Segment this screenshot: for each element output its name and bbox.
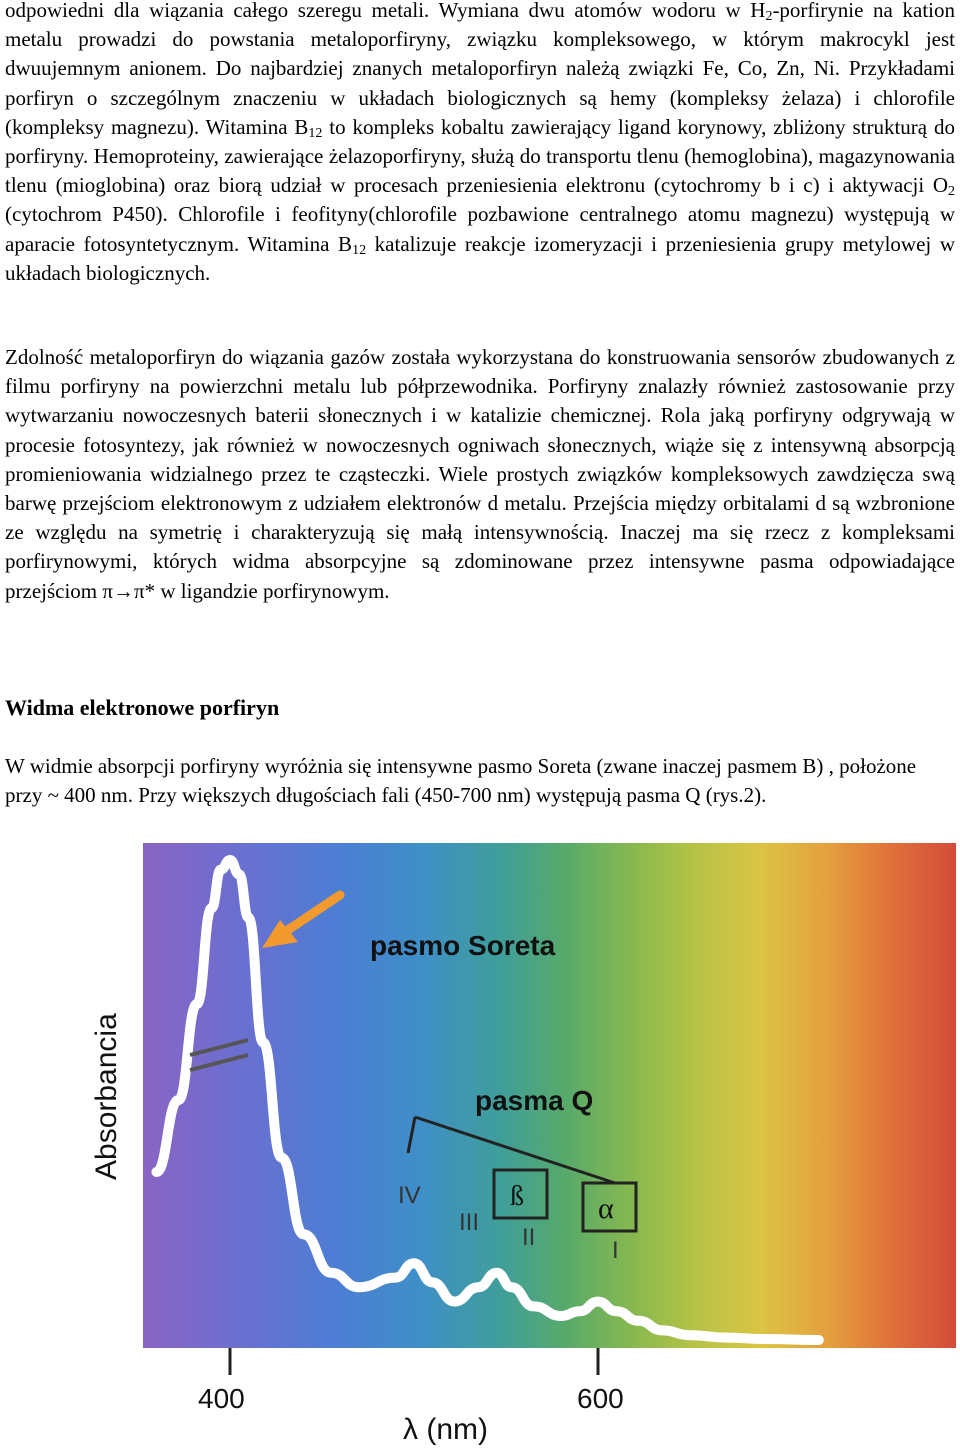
x-tick-label-400: 400 bbox=[198, 1383, 245, 1414]
absorption-spectrum-figure bbox=[0, 840, 960, 1448]
subscript-2: 2 bbox=[765, 9, 773, 24]
band-label-II: II bbox=[522, 1224, 536, 1251]
x-tick-label-600: 600 bbox=[577, 1383, 624, 1414]
soret-label: pasmo Soreta bbox=[370, 930, 556, 961]
subscript-12b: 12 bbox=[352, 242, 367, 258]
alpha-label: α bbox=[598, 1192, 614, 1225]
band-label-IV: IV bbox=[398, 1182, 421, 1209]
p1-text-3: to kompleks kobaltu zawierający ligand korynowy, zbliżony strukturą do porfiryny. Hemoproteiny, zawierające żelazoporfiryny, służą do transportu tlenu (hemoglobina), magazynowania tlenu (mioglobina) oraz biorą udział w procesach przeniesienia elektronu (cytochromy b i c) i aktywacji O bbox=[5, 114, 955, 198]
spectrum-chart bbox=[0, 840, 960, 1448]
paragraph-spectra: W widmie absorpcji porfiryny wyróżnia się intensywne pasmo Soreta (zwane inaczej pasmem B) , położone przy ~ 400 nm. Przy większych długościach fali (450-700 nm) występują pasma Q (rys.2). bbox=[5, 754, 917, 808]
beta-label: ß bbox=[510, 1181, 524, 1212]
p1-text-4: (cytochrom P450). Chlorofile i feofityny(chlorofile pozbawione centralnego atomu magnezu) występują w aparacie fotosyntetycznym. Witamina B bbox=[5, 202, 955, 256]
paragraph-applications: Zdolność metaloporfiryn do wiązania gazów została wykorzystana do konstruowania sensorów zbudowanych z filmu porfiryny na powierzchni metalu lub półprzewodnika. Porfiryny znalazły również zastosowanie przy wytwarzaniu nowoczesnych baterii słonecznych i w katalizie chemicznej. Rola jaką porfiryny odgrywają w procesie fotosyntezy, jak również w nowoczesnych ogniwach słonecznych, wiąże się z intensywną absorpcją promieniowania widzialnego przez te cząsteczki. Wiele prostych związków kompleksowych zawdzięcza swą barwę przejściom elektronowym z udziałem elektronów d metalu. Przejścia między orbitalami d są wzbronione ze względu na symetrię i charakteryzują się małą intensywnością. Inaczej ma się rzecz z kompleksami porfirynowymi, których widma absorpcyjne są zdominowane przez intensywne pasma odpowiadające przejściom π→π* w ligandzie porfirynowym. bbox=[5, 345, 955, 603]
band-label-I: I bbox=[612, 1237, 619, 1264]
p1-text-5: katalizuje reakcje izomeryzacji i przeniesienia grupy metylowej w układach biologicznych. bbox=[5, 231, 956, 285]
section-heading: Widma elektronowe porfiryn bbox=[5, 695, 280, 720]
subscript-2b: 2 bbox=[948, 184, 955, 200]
band-label-III: III bbox=[459, 1209, 480, 1236]
subscript-12: 12 bbox=[308, 125, 323, 141]
x-axis-label: λ (nm) bbox=[403, 1413, 488, 1446]
paragraph-porphyrin-metals bbox=[5, 0, 955, 288]
p1-text-1: odpowiedni dla wiązania całego szeregu metali. Wymiana dwu atomów wodoru w H bbox=[5, 0, 766, 22]
q-bands-label: pasma Q bbox=[475, 1085, 594, 1116]
y-axis-label: Absorbancia bbox=[90, 1013, 123, 1180]
p1-text-2: -porfirynie na kation metalu prowadzi do powstania metaloporfiryny, związku kompleksowego, w którym makrocykl jest dwuujemnym anionem. Do najbardziej znanych metaloporfiryn należą związki Fe, Co, Zn, Ni. Przykładami porfiryn o szczególnym znaczeniu w układach biologicznych są hemy (kompleksy żelaza) i chlorofile (kompleksy magnezu). Witamina B bbox=[5, 0, 955, 139]
